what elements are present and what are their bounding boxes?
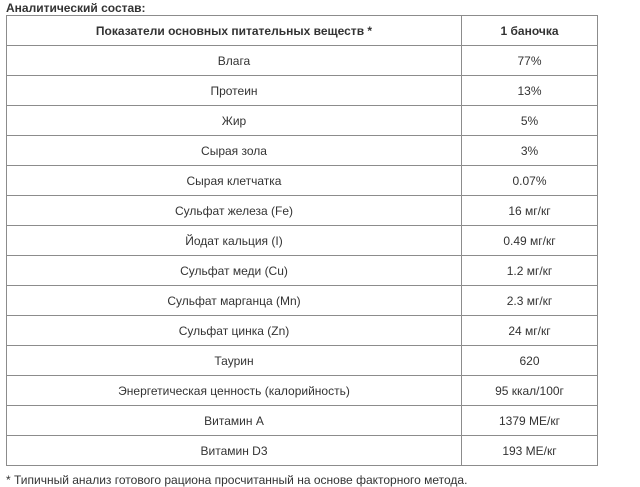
nutrient-name: Сульфат меди (Cu) <box>7 256 462 286</box>
nutrient-value: 620 <box>462 346 598 376</box>
nutrient-name: Витамин А <box>7 406 462 436</box>
nutrient-value: 3% <box>462 136 598 166</box>
table-row <box>7 166 598 196</box>
column-header-amount: 1 баночка <box>462 16 598 46</box>
nutrient-value: 1379 МЕ/кг <box>462 406 598 436</box>
nutrient-name: Энергетическая ценность (калорийность) <box>7 376 462 406</box>
table-row <box>7 436 598 466</box>
nutrient-name: Сульфат цинка (Zn) <box>7 316 462 346</box>
nutrient-value: 0.07% <box>462 166 598 196</box>
nutrient-value: 95 ккал/100г <box>462 376 598 406</box>
nutrient-name: Сырая зола <box>7 136 462 166</box>
table-row <box>7 46 598 76</box>
nutrient-value: 0.49 мг/кг <box>462 226 598 256</box>
nutrient-name: Жир <box>7 106 462 136</box>
nutrient-value: 13% <box>462 76 598 106</box>
nutrient-name: Таурин <box>7 346 462 376</box>
nutrient-value: 2.3 мг/кг <box>462 286 598 316</box>
table-row <box>7 346 598 376</box>
footnote: * Типичный анализ готового рациона просчитанный на основе факторного метода. <box>6 473 468 487</box>
table-row <box>7 226 598 256</box>
nutrient-name: Сульфат железа (Fe) <box>7 196 462 226</box>
table-row <box>7 256 598 286</box>
nutrient-value: 5% <box>462 106 598 136</box>
table-row <box>7 136 598 166</box>
table-row <box>7 286 598 316</box>
nutrient-value: 24 мг/кг <box>462 316 598 346</box>
table-row <box>7 76 598 106</box>
table-row <box>7 316 598 346</box>
table-header-row <box>7 16 598 46</box>
table-row <box>7 376 598 406</box>
nutrient-name: Витамин D3 <box>7 436 462 466</box>
nutrient-name: Сульфат марганца (Mn) <box>7 286 462 316</box>
nutrient-name: Протеин <box>7 76 462 106</box>
table-row <box>7 106 598 136</box>
nutrient-name: Йодат кальция (I) <box>7 226 462 256</box>
table-row <box>7 406 598 436</box>
nutrient-name: Сырая клетчатка <box>7 166 462 196</box>
table-row <box>7 196 598 226</box>
composition-table <box>6 15 598 466</box>
nutrient-value: 77% <box>462 46 598 76</box>
nutrient-value: 193 МЕ/кг <box>462 436 598 466</box>
nutrient-name: Влага <box>7 46 462 76</box>
section-heading: Аналитический состав: <box>6 1 146 15</box>
nutrient-value: 1.2 мг/кг <box>462 256 598 286</box>
column-header-nutrient: Показатели основных питательных веществ * <box>7 16 462 46</box>
nutrient-value: 16 мг/кг <box>462 196 598 226</box>
